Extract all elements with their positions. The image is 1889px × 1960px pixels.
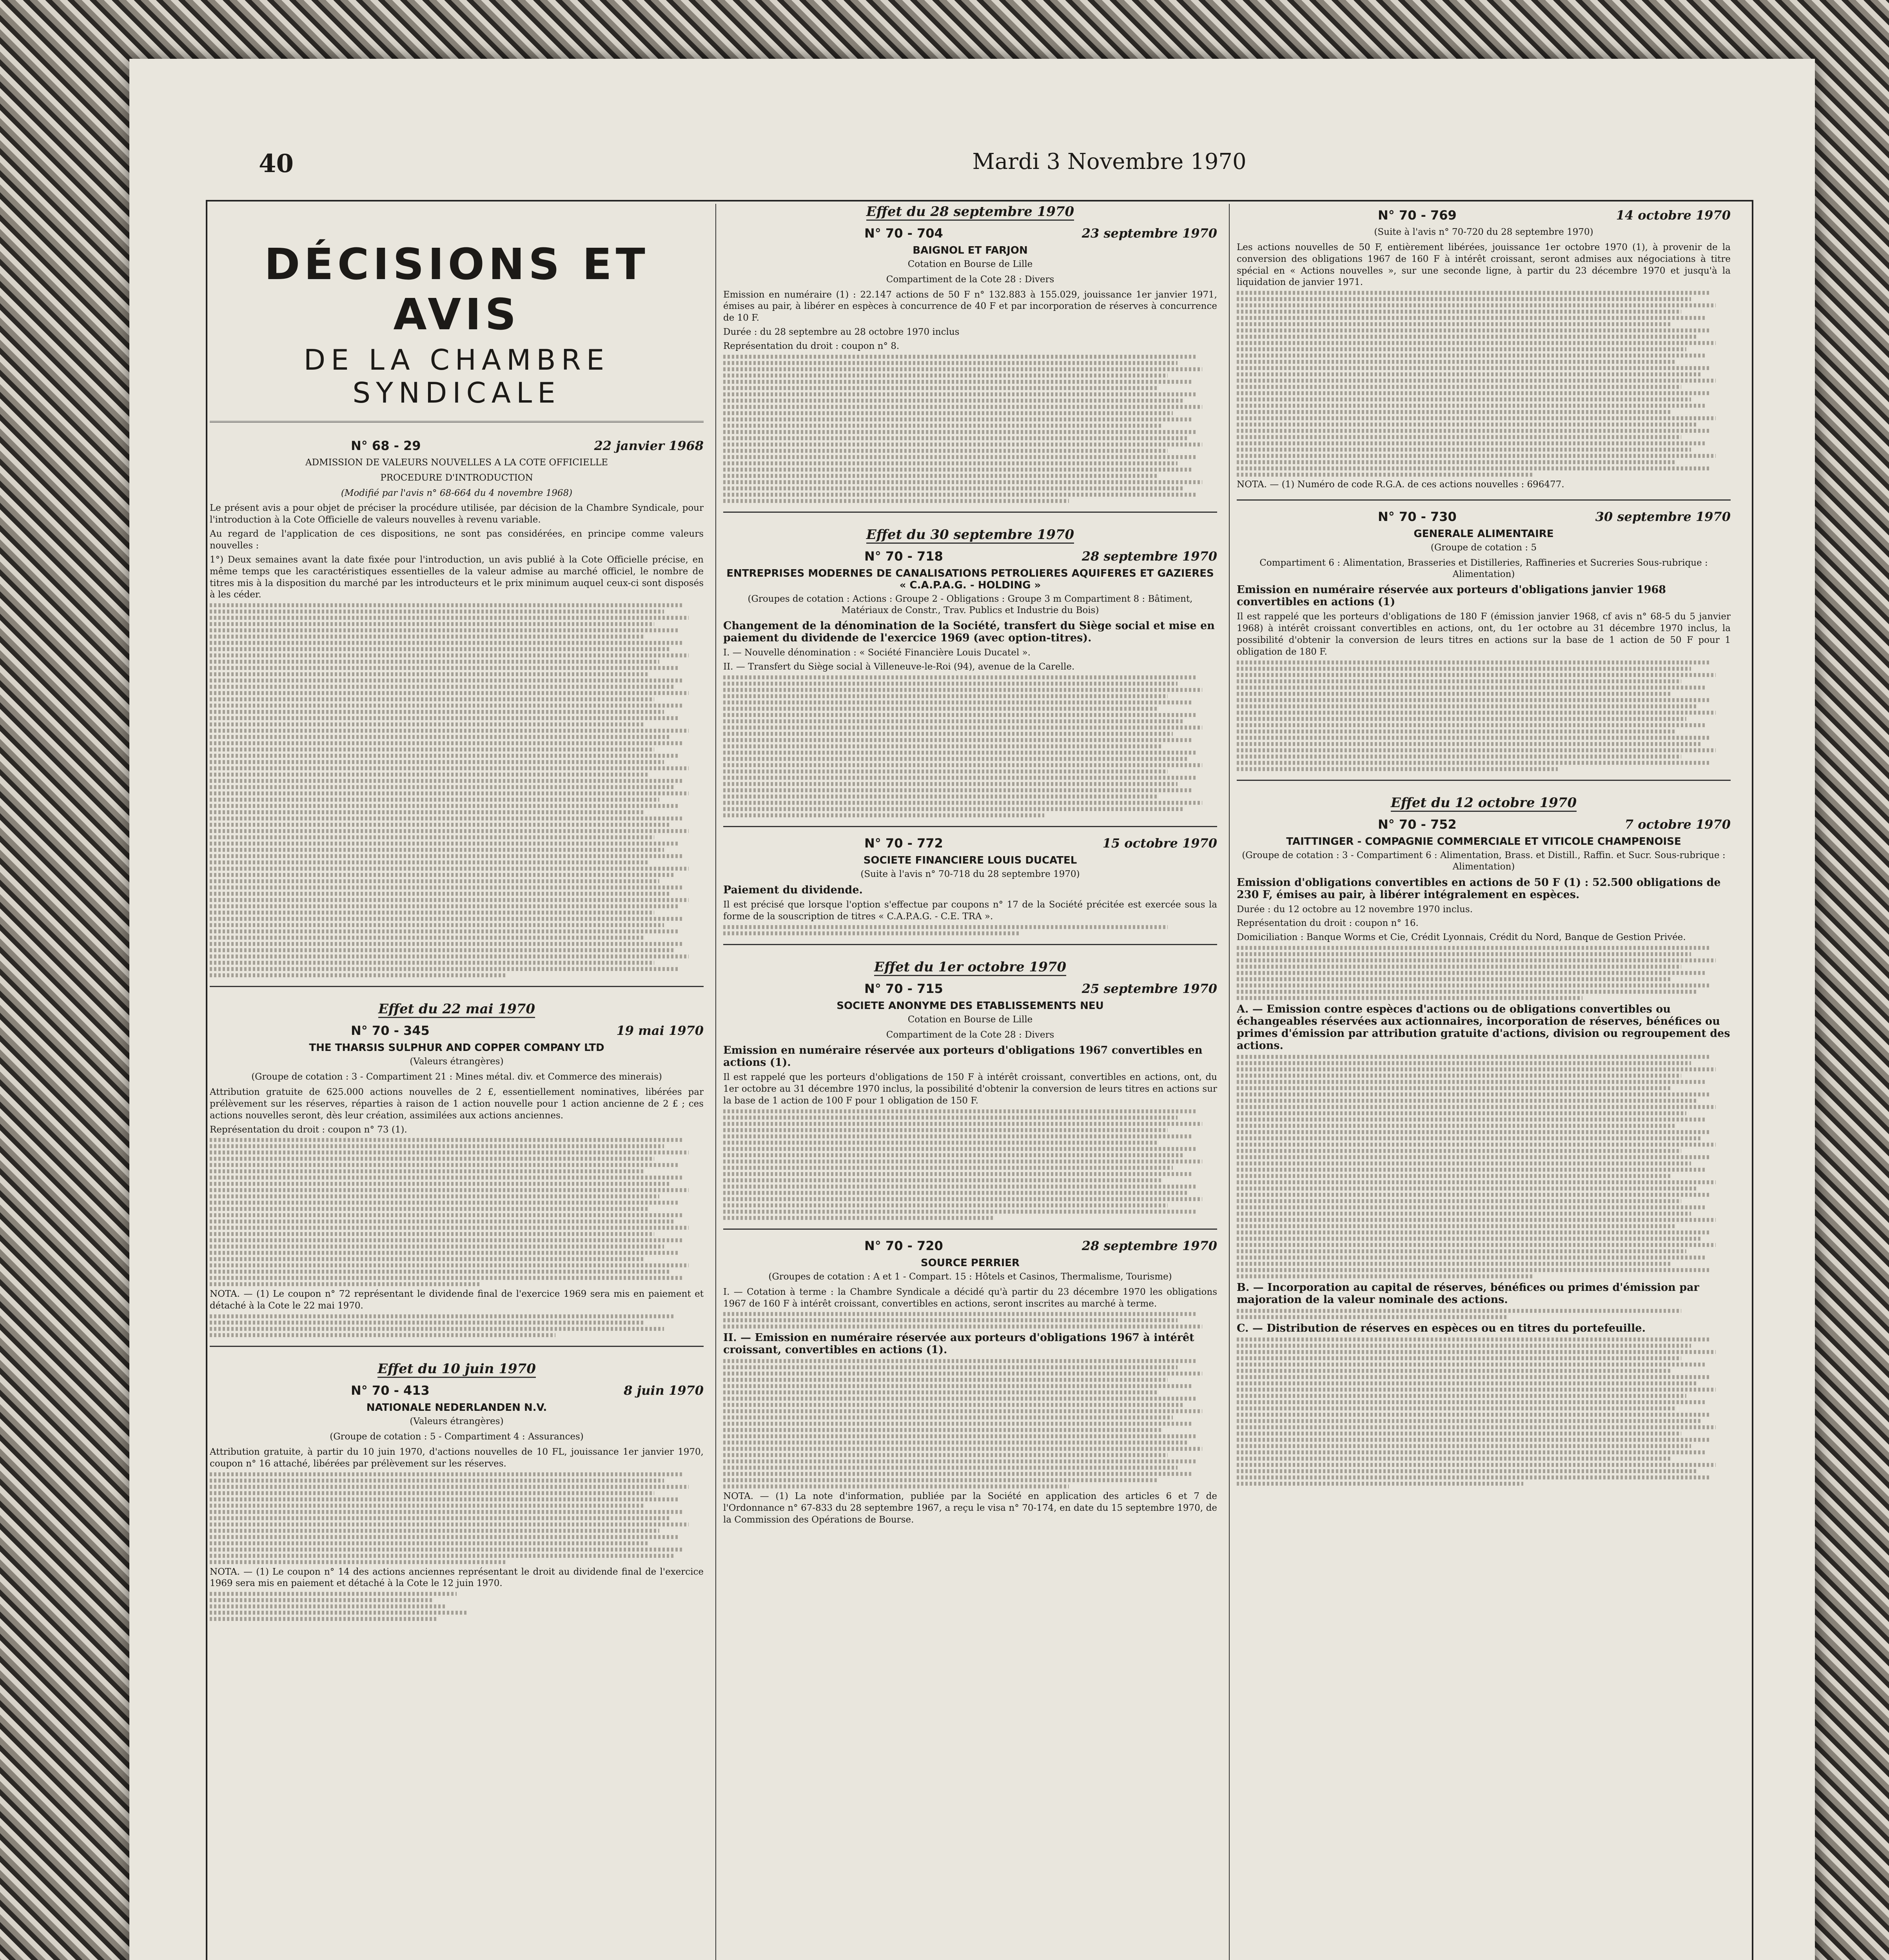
- notice-subtitle: PROCEDURE D'INTRODUCTION: [380, 472, 533, 483]
- notice-paragraph: II. — Transfert du Siège social à Villeneuve-le-Roi (94), avenue de la Carelle.: [723, 662, 1075, 672]
- notice-date: 15 octobre 1970: [1102, 836, 1217, 851]
- effective-date-heading: Effet du 10 juin 1970: [210, 1361, 704, 1377]
- quotation-group: Compartiment 6 : Alimentation, Brasseries et Distilleries, Raffineries et Sucreries Sous-rubrique : Alimentation): [1259, 557, 1708, 579]
- masthead-subtitle: DE LA CHAMBRE SYNDICALE: [210, 343, 704, 423]
- notice-heading: II. — Emission en numéraire réservée aux porteurs d'obligations 1967 à intérêt croissant, convertibles en actions (1).: [723, 1332, 1194, 1356]
- column-divider: [715, 204, 716, 1960]
- notice-date: 28 septembre 1970: [1082, 548, 1217, 564]
- notice-header: [723, 226, 1217, 241]
- notice-paragraph: Représentation du droit : coupon n° 8.: [723, 341, 900, 352]
- effective-date-heading: Effet du 1er octobre 1970: [723, 959, 1217, 975]
- notice-heading: Changement de la dénomination de la Société, transfert du Siège social et mise en paiement du dividende de l'exercice 1969 (avec option-titres).: [723, 620, 1215, 644]
- notice-header: [1237, 817, 1731, 832]
- notice-note: NOTA. — (1) La note d'information, publiée par la Société en application des articles 6 et 7 de l'Ordonnance n° 67-833 du 28 septembre 1967, a reçu le visa n° 70-174, en date du 15 septembre 1970, de la Commission des Opérations de Bourse.: [723, 1491, 1217, 1525]
- notice-header: [1237, 208, 1731, 223]
- notice-title: ADMISSION DE VALEURS NOUVELLES A LA COTE OFFICIELLE: [305, 457, 608, 468]
- effective-date-heading: Effet du 12 octobre 1970: [1237, 795, 1731, 811]
- notice-header: [210, 1383, 704, 1398]
- notice-date: 30 septembre 1970: [1595, 509, 1731, 524]
- notice-date: 7 octobre 1970: [1624, 817, 1731, 832]
- notice-heading: Emission d'obligations convertibles en actions de 50 F (1) : 52.500 obligations de 230 F, émises au pair, à libérer intégralement en espèces.: [1237, 876, 1721, 901]
- notice-note: NOTA. — (1) Le coupon n° 14 des actions anciennes représentant le droit au dividende final de l'exercice 1969 sera mis en paiement et détaché à la Cote le 12 juin 1970.: [210, 1566, 704, 1589]
- notice-header: [1237, 509, 1731, 524]
- notice-paragraph: Attribution gratuite, à partir du 10 juin 1970, d'actions nouvelles de 10 FL, jouissance 1er janvier 1970, coupon n° 16 attaché, libérées par prélèvement sur les réserves.: [210, 1446, 704, 1469]
- notice-number: N° 68 - 29: [351, 438, 421, 453]
- issuer-subtitle: Cotation en Bourse de Lille: [907, 259, 1033, 269]
- notice-subtitle: (Suite à l'avis n° 70-720 du 28 septembre 1970): [1374, 227, 1593, 237]
- issuer-subtitle: (Valeurs étrangères): [410, 1416, 504, 1427]
- notice-paragraph: Les actions nouvelles de 50 F, entièrement libérées, jouissance 1er octobre 1970 (1), à provenir de la conversion des obligations 1967 de 160 F à intérêt croissant, seront admises aux négociations à titre spécial en « Actions nouvelles », sur une seconde ligne, à partir du 23 décembre 1970 et jusqu'à la liquidation de janvier 1971.: [1237, 242, 1731, 288]
- notice-header: [210, 438, 704, 453]
- issuer-name: BAIGNOL ET FARJON: [913, 245, 1028, 256]
- notice-number: N° 70 - 752: [1378, 817, 1457, 832]
- column-3: [1237, 204, 1731, 1960]
- quotation-group: (Groupe de cotation : 3 - Compartiment 6 : Alimentation, Brass. et Distill., Raffin. et Sucr. Sous-rubrique : Alimentation): [1242, 850, 1726, 872]
- notice-paragraph: I. — Cotation à terme : la Chambre Syndicale a décidé qu'à partir du 23 décembre 1970 les obligations 1967 de 160 F à intérêt croissant, convertibles en actions, seront inscrites au marché à terme.: [723, 1287, 1217, 1309]
- notice-modification: (Modifié par l'avis n° 68-664 du 4 novembre 1968): [341, 488, 573, 498]
- notice-heading: A. — Emission contre espèces d'actions ou de obligations convertibles ou échangeables réservées aux actionnaires, incorporation de réserves, bénéfices ou primes d'émission par attribution gratuite d'actions, division ou regroupement des actions.: [1237, 1003, 1730, 1052]
- notice-date: 19 mai 1970: [616, 1023, 704, 1038]
- notice-note: NOTA. — (1) Numéro de code R.G.A. de ces actions nouvelles : 696477.: [1237, 479, 1564, 490]
- masthead-title: DÉCISIONS ET AVIS: [264, 239, 649, 339]
- column-divider: [1229, 204, 1230, 1960]
- issuer-name: GENERALE ALIMENTAIRE: [1414, 528, 1554, 540]
- quotation-group: (Groupe de cotation : 3 - Compartiment 21 : Mines métal. div. et Commerce des minerais): [251, 1072, 662, 1082]
- notice-paragraph: I. — Nouvelle dénomination : « Société Financière Louis Ducatel ».: [723, 648, 1031, 658]
- effective-date-heading: Effet du 30 septembre 1970: [723, 527, 1217, 543]
- notice-header: [210, 1023, 704, 1038]
- notice-number: N° 70 - 730: [1378, 509, 1457, 524]
- issuer-subtitle: (Suite à l'avis n° 70-718 du 28 septembre 1970): [860, 869, 1080, 880]
- issuer-name: TAITTINGER - COMPAGNIE COMMERCIALE ET VITICOLE CHAMPENOISE: [1286, 836, 1681, 848]
- notice-header: [723, 836, 1217, 851]
- issuer-name: NATIONALE NEDERLANDEN N.V.: [366, 1402, 547, 1414]
- notice-paragraph: Le présent avis a pour objet de préciser la procédure utilisée, par décision de la Chambre Syndicale, pour l'introduction à la Cote Officielle de valeurs nouvelles à revenu variable.: [210, 503, 704, 525]
- issuer-name: SOCIETE FINANCIERE LOUIS DUCATEL: [863, 855, 1077, 867]
- notice-heading: Emission en numéraire réservée aux porteurs d'obligations 1967 convertibles en actions (1).: [723, 1044, 1203, 1069]
- page-number: 40: [259, 149, 294, 178]
- quotation-group: Compartiment de la Cote 28 : Divers: [886, 274, 1054, 285]
- notice-paragraph: Représentation du droit : coupon n° 16.: [1237, 918, 1419, 929]
- notice-paragraph: Représentation du droit : coupon n° 73 (1).: [210, 1124, 407, 1135]
- issuer-name: SOURCE PERRIER: [920, 1257, 1020, 1269]
- notice-number: N° 70 - 720: [864, 1238, 943, 1253]
- issuer-subtitle: (Valeurs étrangères): [410, 1056, 504, 1067]
- notice-date: 28 septembre 1970: [1082, 1238, 1217, 1253]
- effective-date-heading: Effet du 28 septembre 1970: [723, 204, 1217, 220]
- notice-paragraph: Il est précisé que lorsque l'option s'effectue par coupons n° 17 de la Société précitée est exercée sous la forme de la souscription de titres « C.A.P.A.G. - C.E. TRA ».: [723, 899, 1217, 922]
- notice-note: NOTA. — (1) Le coupon n° 72 représentant le dividende final de l'exercice 1969 sera mis en paiement et détaché à la Cote le 22 mai 1970.: [210, 1289, 704, 1311]
- notice-date: 22 janvier 1968: [594, 438, 704, 453]
- notice-number: N° 70 - 704: [864, 226, 943, 241]
- quotation-group: (Groupe de cotation : 5 - Compartiment 4 : Assurances): [330, 1431, 584, 1442]
- notice-paragraph: Domiciliation : Banque Worms et Cie, Crédit Lyonnais, Crédit du Nord, Banque de Gestion Privée.: [1237, 932, 1686, 943]
- document-page: [129, 59, 1815, 1960]
- column-2: [723, 204, 1217, 1960]
- notice-paragraph: Emission en numéraire (1) : 22.147 actions de 50 F n° 132.883 à 155.029, jouissance 1er janvier 1971, émises au pair, à libérer en espèces à concurrence de 40 F et par incorporation de réserves à concurrence de 10 F.: [723, 289, 1217, 323]
- notice-number: N° 70 - 718: [864, 548, 943, 564]
- running-head: Mardi 3 Novembre 1970: [972, 149, 1247, 174]
- notice-heading: Emission en numéraire réservée aux porteurs d'obligations janvier 1968 convertibles en actions (1): [1237, 584, 1666, 608]
- issuer-name: ENTREPRISES MODERNES DE CANALISATIONS PETROLIERES AQUIFERES ET GAZIERES « C.A.P.A.G. - HOLDING »: [726, 567, 1214, 591]
- notice-header: [723, 981, 1217, 996]
- notice-paragraph: Attribution gratuite de 625.000 actions nouvelles de 2 £, essentiellement nominatives, libérées par prélèvement sur les réserves, réparties à raison de 1 action nouvelle pour 1 action ancienne de 2 £ ; ces actions nouvelles seront, dès leur création, assimilées aux actions anciennes.: [210, 1087, 704, 1121]
- notice-date: 25 septembre 1970: [1082, 981, 1217, 996]
- notice-number: N° 70 - 413: [351, 1383, 430, 1398]
- notice-number: N° 70 - 769: [1378, 208, 1457, 223]
- effective-date-heading: Effet du 22 mai 1970: [210, 1001, 704, 1017]
- notice-header: [723, 1238, 1217, 1253]
- issuer-subtitle: (Groupe de cotation : 5: [1430, 543, 1537, 553]
- notice-number: N° 70 - 345: [351, 1023, 430, 1038]
- issuer-name: THE THARSIS SULPHUR AND COPPER COMPANY LTD: [309, 1042, 604, 1054]
- quotation-group: (Groupes de cotation : Actions : Groupe 2 - Obligations : Groupe 3 m Compartiment 8 : Bâtiment, Matériaux de Constr., Trav. Publics et Industrie du Bois): [748, 593, 1193, 615]
- notice-paragraph: Il est rappelé que les porteurs d'obligations de 150 F à intérêt croissant, convertibles en actions, ont, du 1er octobre au 31 décembre 1970 inclus, la possibilité d'obtenir la conversion de leurs titres en actions sur la base de 1 action de 100 F pour 1 obligation de 150 F.: [723, 1072, 1217, 1106]
- notice-paragraph: Durée : du 12 octobre au 12 novembre 1970 inclus.: [1237, 904, 1473, 915]
- notice-paragraph: Il est rappelé que les porteurs d'obligations de 180 F (émission janvier 1968, cf avis n° 68-5 du 5 janvier 1968) à intérêt croissant convertibles en actions, ont, du 1er octobre au 31 décembre 1970 inclus, la possibilité d'obtenir la conversion de leurs titres en actions sur la base de 1 action de 50 F pour 1 obligation de 180 F.: [1237, 612, 1731, 657]
- notice-header: [723, 549, 1217, 564]
- notice-number: N° 70 - 772: [864, 836, 943, 851]
- notice-paragraph: 1°) Deux semaines avant la date fixée pour l'introduction, un avis publié à la Cote Officielle précise, en même temps que les caractéristiques essentielles de la valeur admise au marché officiel, le nombre de titres mis à la disposition du marché par les introducteurs et le prix minimum auquel ceux-ci sont disposés à les céder.: [210, 554, 704, 600]
- notice-paragraph: Au regard de l'application de ces dispositions, ne sont pas considérées, en principe comme valeurs nouvelles :: [210, 529, 704, 551]
- issuer-name: SOCIETE ANONYME DES ETABLISSEMENTS NEU: [837, 1000, 1104, 1012]
- quotation-group: (Groupes de cotation : A et 1 - Compart. 15 : Hôtels et Casinos, Thermalisme, Tourisme): [768, 1271, 1172, 1282]
- column-1: [210, 204, 704, 1960]
- quotation-group: Compartiment de la Cote 28 : Divers: [886, 1029, 1054, 1040]
- notice-date: 14 octobre 1970: [1616, 208, 1731, 223]
- notice-heading: B. — Incorporation au capital de réserves, bénéfices ou primes d'émission par majoration de la valeur nominale des actions.: [1237, 1281, 1699, 1306]
- notice-paragraph: Durée : du 28 septembre au 28 octobre 1970 inclus: [723, 327, 960, 338]
- notice-heading: C. — Distribution de réserves en espèces ou en titres du portefeuille.: [1237, 1322, 1646, 1335]
- notice-date: 8 juin 1970: [624, 1383, 704, 1398]
- notice-heading: Paiement du dividende.: [723, 884, 863, 896]
- issuer-subtitle: Cotation en Bourse de Lille: [907, 1014, 1033, 1025]
- notice-date: 23 septembre 1970: [1082, 226, 1217, 241]
- notice-number: N° 70 - 715: [864, 981, 943, 996]
